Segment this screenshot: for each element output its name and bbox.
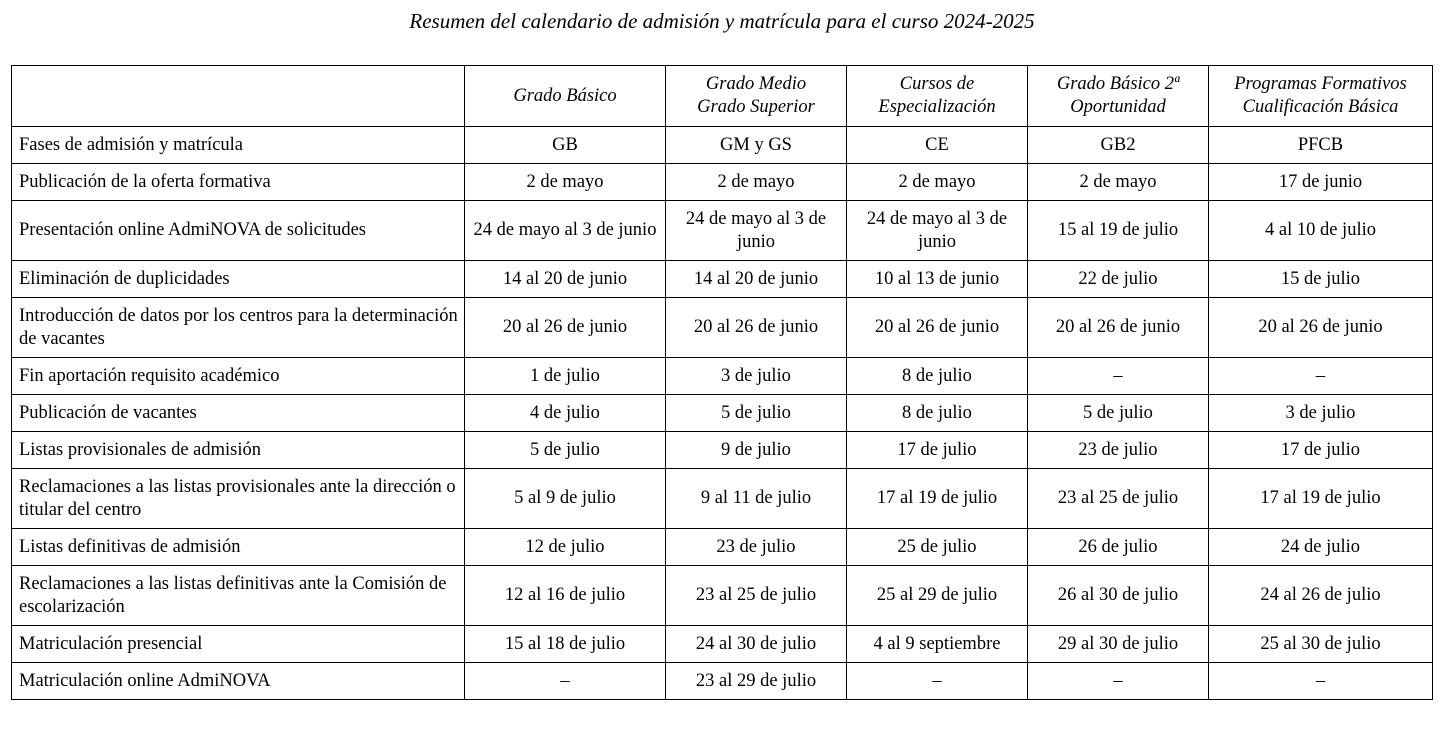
- value-cell: 10 al 13 de junio: [847, 261, 1028, 298]
- phase-cell: Matriculación presencial: [12, 626, 465, 663]
- value-cell: 20 al 26 de junio: [847, 298, 1028, 358]
- table-row: [12, 261, 1433, 298]
- value-cell: 5 de julio: [1028, 395, 1209, 432]
- phase-cell: Eliminación de duplicidades: [12, 261, 465, 298]
- table-row: [12, 626, 1433, 663]
- value-cell: 24 de mayo al 3 de junio: [465, 201, 666, 261]
- header-line: Grado Medio: [705, 74, 807, 94]
- value-cell: –: [847, 663, 1028, 700]
- value-cell: 1 de julio: [465, 358, 666, 395]
- value-cell: 5 al 9 de julio: [465, 469, 666, 529]
- value-cell: –: [465, 663, 666, 700]
- value-cell: 23 al 25 de julio: [1028, 469, 1209, 529]
- table-row: [12, 201, 1433, 261]
- value-cell: 9 al 11 de julio: [666, 469, 847, 529]
- table-row: [12, 395, 1433, 432]
- value-cell: 12 al 16 de julio: [465, 566, 666, 626]
- header-cell-cursos-especializacion: [847, 66, 1028, 127]
- value-cell: 9 de julio: [666, 432, 847, 469]
- phase-cell: Matriculación online AdmiNOVA: [12, 663, 465, 700]
- table-row: [12, 432, 1433, 469]
- value-cell: 22 de julio: [1028, 261, 1209, 298]
- phase-cell: Fases de admisión y matrícula: [12, 127, 465, 164]
- value-cell: 2 de mayo: [847, 164, 1028, 201]
- value-cell: 23 al 29 de julio: [666, 663, 847, 700]
- value-cell: 25 al 29 de julio: [847, 566, 1028, 626]
- value-cell: 14 al 20 de junio: [465, 261, 666, 298]
- value-cell: 24 de mayo al 3 de junio: [666, 201, 847, 261]
- value-cell: 17 al 19 de julio: [1209, 469, 1433, 529]
- header-cell-grado-basico-2-oportunidad: [1028, 66, 1209, 127]
- value-cell: 4 al 9 septiembre: [847, 626, 1028, 663]
- header-line: Cualificación Básica: [1242, 97, 1399, 117]
- value-cell: 29 al 30 de julio: [1028, 626, 1209, 663]
- value-cell: –: [1028, 663, 1209, 700]
- header-row: [12, 66, 1433, 127]
- value-cell: 17 de julio: [1209, 432, 1433, 469]
- value-cell: 26 de julio: [1028, 529, 1209, 566]
- value-cell: 17 al 19 de julio: [847, 469, 1028, 529]
- value-cell: 24 de mayo al 3 de junio: [847, 201, 1028, 261]
- table-row: [12, 298, 1433, 358]
- phase-cell: Listas definitivas de admisión: [12, 529, 465, 566]
- admission-calendar-table: [11, 65, 1433, 700]
- header-cell-programas-formativos: [1209, 66, 1433, 127]
- phase-cell: Publicación de vacantes: [12, 395, 465, 432]
- value-cell: 8 de julio: [847, 358, 1028, 395]
- phase-cell: Presentación online AdmiNOVA de solicitudes: [12, 201, 465, 261]
- header-cell-grado-basico: [465, 66, 666, 127]
- value-cell: 25 al 30 de julio: [1209, 626, 1433, 663]
- value-cell: 4 al 10 de julio: [1209, 201, 1433, 261]
- header-line: Grado Básico 2ª: [1056, 74, 1180, 94]
- value-cell: CE: [847, 127, 1028, 164]
- value-cell: 23 de julio: [1028, 432, 1209, 469]
- table-row: [12, 529, 1433, 566]
- value-cell: 4 de julio: [465, 395, 666, 432]
- value-cell: 24 al 30 de julio: [666, 626, 847, 663]
- table-row: [12, 358, 1433, 395]
- phase-cell: Listas provisionales de admisión: [12, 432, 465, 469]
- header-line: Grado Básico: [513, 85, 617, 106]
- value-cell: PFCB: [1209, 127, 1433, 164]
- table-row: [12, 164, 1433, 201]
- header-corner-cell: [12, 66, 465, 127]
- value-cell: 3 de julio: [1209, 395, 1433, 432]
- value-cell: 2 de mayo: [465, 164, 666, 201]
- value-cell: 20 al 26 de junio: [465, 298, 666, 358]
- value-cell: –: [1209, 663, 1433, 700]
- phase-cell: Fin aportación requisito académico: [12, 358, 465, 395]
- header-line: Grado Superior: [697, 97, 815, 117]
- value-cell: 23 de julio: [666, 529, 847, 566]
- value-cell: 2 de mayo: [666, 164, 847, 201]
- value-cell: 5 de julio: [465, 432, 666, 469]
- header-line: Oportunidad: [1070, 97, 1166, 117]
- header-line: Especialización: [878, 97, 996, 117]
- value-cell: –: [1209, 358, 1433, 395]
- value-cell: 23 al 25 de julio: [666, 566, 847, 626]
- phase-cell: Reclamaciones a las listas provisionales ante la dirección o titular del centro: [12, 469, 465, 529]
- value-cell: 25 de julio: [847, 529, 1028, 566]
- table-caption: Resumen del calendario de admisión y matrícula para el curso 2024-2025: [409, 9, 1035, 33]
- value-cell: 5 de julio: [666, 395, 847, 432]
- value-cell: 12 de julio: [465, 529, 666, 566]
- header-cell-grado-medio-superior: [666, 66, 847, 127]
- table-row: [12, 566, 1433, 626]
- value-cell: –: [1028, 358, 1209, 395]
- value-cell: 20 al 26 de junio: [1209, 298, 1433, 358]
- value-cell: 24 al 26 de julio: [1209, 566, 1433, 626]
- value-cell: 17 de junio: [1209, 164, 1433, 201]
- value-cell: 17 de julio: [847, 432, 1028, 469]
- value-cell: 14 al 20 de junio: [666, 261, 847, 298]
- value-cell: 15 de julio: [1209, 261, 1433, 298]
- value-cell: 3 de julio: [666, 358, 847, 395]
- phase-cell: Introducción de datos por los centros para la determinación de vacantes: [12, 298, 465, 358]
- value-cell: 2 de mayo: [1028, 164, 1209, 201]
- value-cell: 20 al 26 de junio: [666, 298, 847, 358]
- table-row: [12, 663, 1433, 700]
- value-cell: GB: [465, 127, 666, 164]
- value-cell: 26 al 30 de julio: [1028, 566, 1209, 626]
- value-cell: 15 al 18 de julio: [465, 626, 666, 663]
- header-line: Cursos de: [899, 74, 975, 94]
- value-cell: GB2: [1028, 127, 1209, 164]
- header-line: Programas Formativos: [1234, 74, 1407, 94]
- value-cell: 15 al 19 de julio: [1028, 201, 1209, 261]
- value-cell: 20 al 26 de junio: [1028, 298, 1209, 358]
- table-row: [12, 127, 1433, 164]
- phase-cell: Publicación de la oferta formativa: [12, 164, 465, 201]
- value-cell: 24 de julio: [1209, 529, 1433, 566]
- phase-cell: Reclamaciones a las listas definitivas ante la Comisión de escolarización: [12, 566, 465, 626]
- table-row: [12, 469, 1433, 529]
- value-cell: GM y GS: [666, 127, 847, 164]
- value-cell: 8 de julio: [847, 395, 1028, 432]
